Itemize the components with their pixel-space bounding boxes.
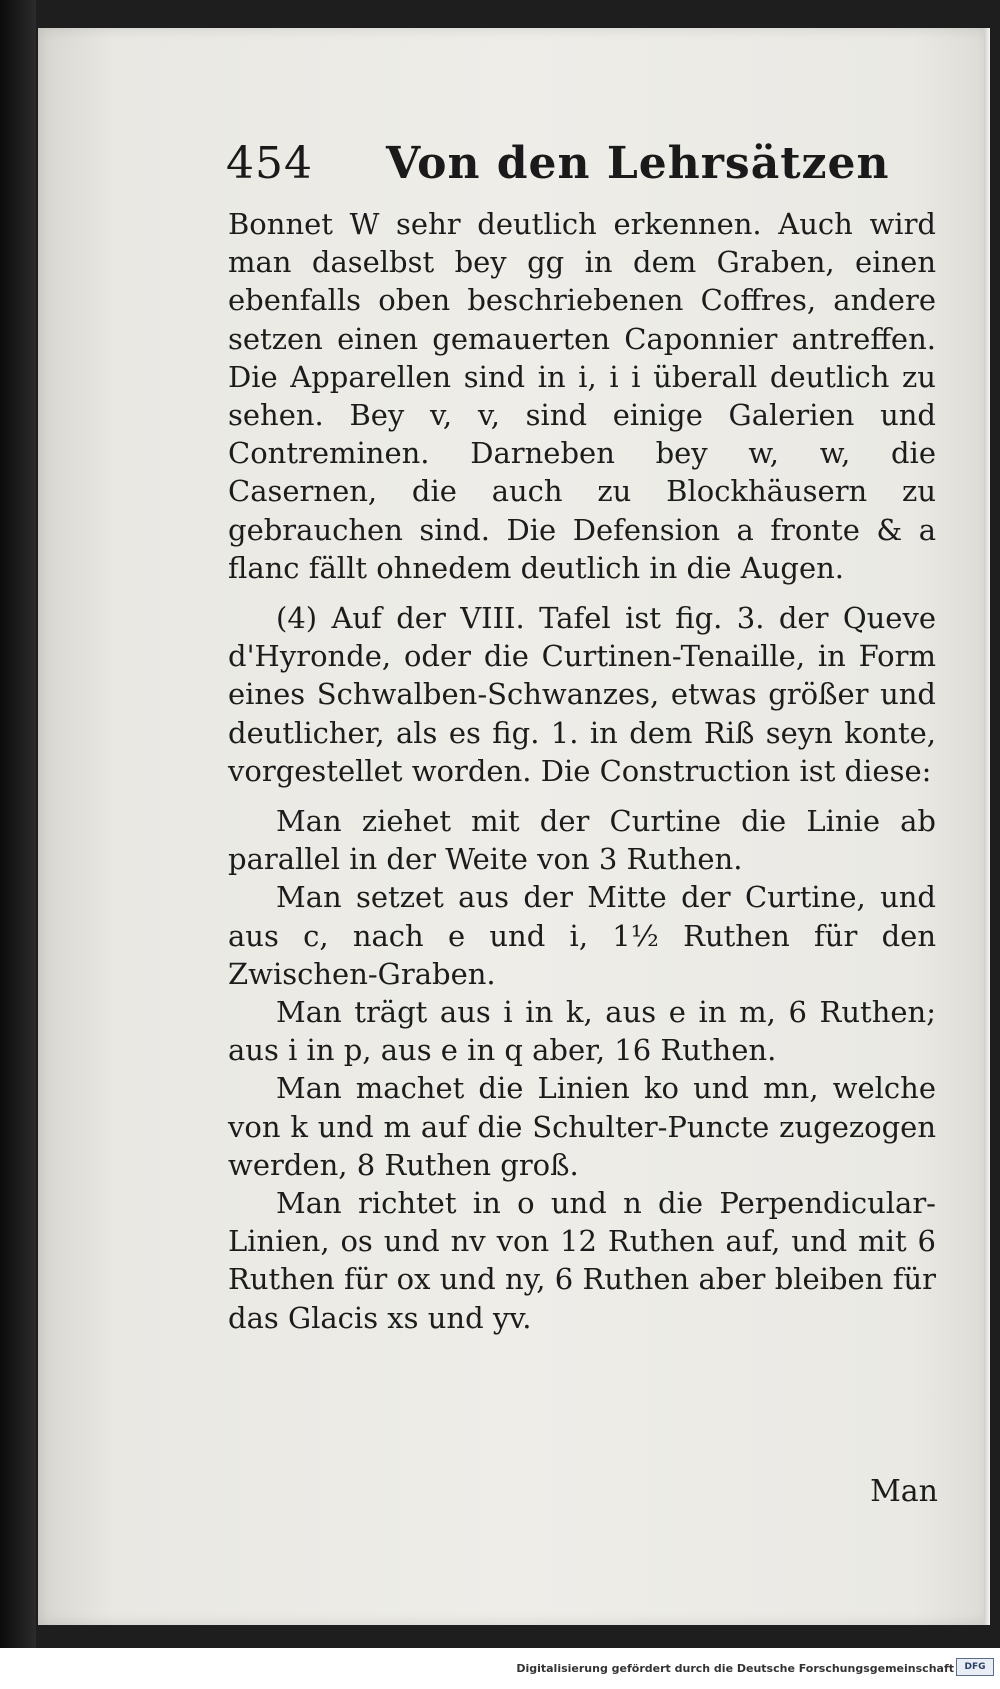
footer-bar bbox=[0, 1648, 1000, 1689]
page-body bbox=[228, 205, 936, 1337]
paragraph: Man ziehet mit der Curtine die Linie ab parallel in der Weite von 3 Ruthen. bbox=[228, 804, 936, 877]
dfg-logo: DFG bbox=[956, 1658, 994, 1676]
paragraph: Man richtet in o und n die Perpendicular-Linien, os und nv von 12 Ruthen auf, und mit 6 Ruthen für ox und ny, 6 Ruthen aber bleiben für das Glacis xs und yv. bbox=[228, 1186, 936, 1335]
page-number: 454 bbox=[226, 138, 313, 189]
page-header bbox=[226, 130, 946, 200]
paragraph: Man setzet aus der Mitte der Curtine, und aus c, nach e und i, 1½ Ruthen für den Zwischen-Graben. bbox=[228, 880, 936, 991]
paragraph: Man machet die Linien ko und mn, welche von k und m auf die Schulter-Puncte zugezogen werden, 8 Ruthen groß. bbox=[228, 1071, 936, 1182]
running-title: Von den Lehrsätzen bbox=[386, 138, 890, 189]
page-edge bbox=[984, 28, 990, 1625]
paragraph: Man trägt aus i in k, aus e in m, 6 Ruthen; aus i in p, aus e in q aber, 16 Ruthen. bbox=[228, 995, 936, 1068]
catchword: Man bbox=[870, 1474, 938, 1509]
paragraph: (4) Auf der VIII. Tafel ist fig. 3. der Queve d'Hyronde, oder die Curtinen-Tenaille, in Form eines Schwalben-Schwanzes, etwas größer und deutlicher, als es fig. 1. in dem Riß seyn konte, vorgestellet worden. Die Construction ist diese: bbox=[228, 601, 936, 788]
book-gutter-shadow bbox=[0, 0, 36, 1648]
paragraph: Bonnet W sehr deutlich erkennen. Auch wird man daselbst bey gg in dem Graben, einen ebenfalls oben beschriebenen Coffres, andere setzen einen gemauerten Caponnier antreffen. Die Apparellen sind in i, i i überall deutlich zu sehen. Bey v, v, sind einige Galerien und Contreminen. Darneben bey w, w, die Casernen, die auch zu Blockhäusern zu gebrauchen sind. Die Defension a fronte & a flanc fällt ohnedem deutlich in die Augen. bbox=[228, 207, 936, 585]
funding-note: Digitalisierung gefördert durch die Deutsche Forschungsgemeinschaft bbox=[516, 1662, 954, 1675]
